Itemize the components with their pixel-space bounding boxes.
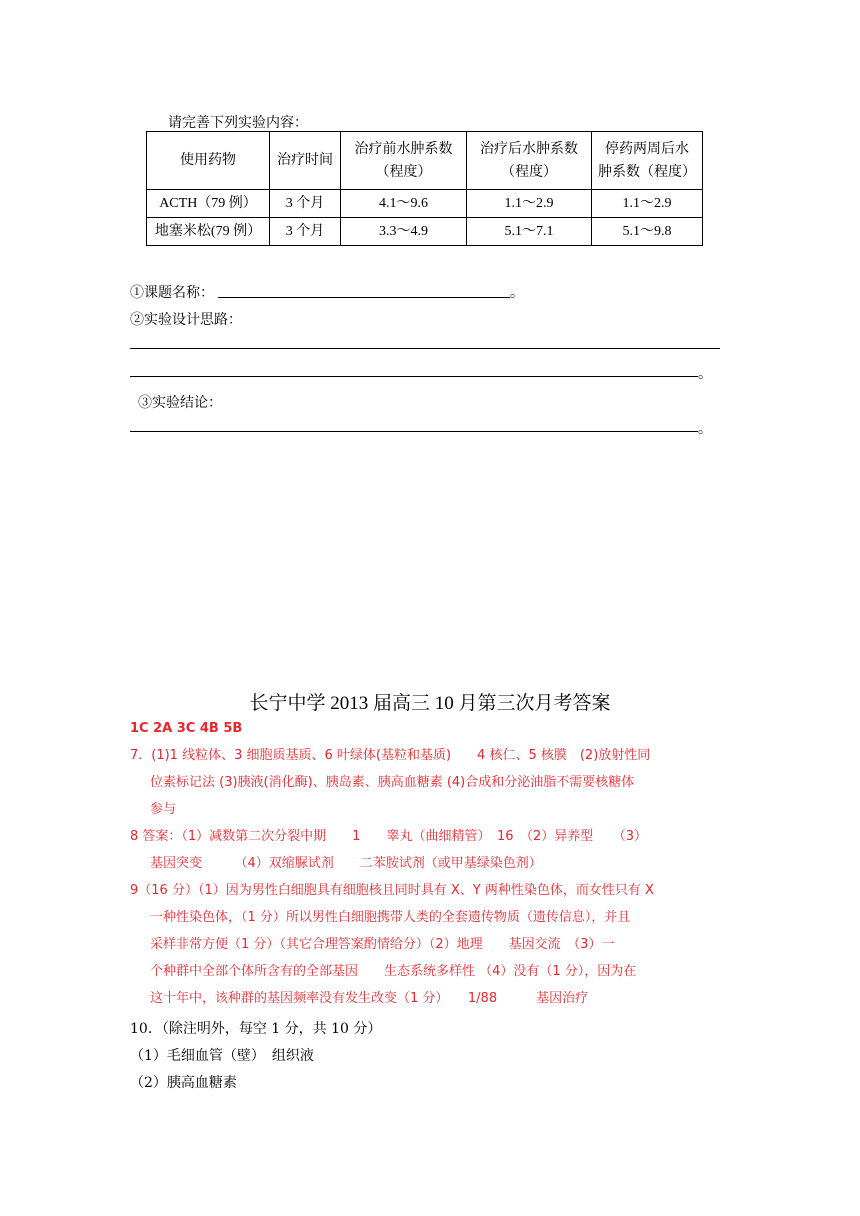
answer-10-head: 10．（除注明外，每空 1 分，共 10 分）: [130, 1021, 382, 1037]
intro-text: 请完善下列实验内容：: [168, 115, 308, 131]
q2-blank-line-2[interactable]: [130, 376, 698, 377]
answer-line: 基因突变 （4）双缩脲试剂 二苯胺试剂（或甲基绿染色剂）: [150, 856, 542, 871]
q2-label: ②实验设计思路：: [130, 312, 242, 328]
answer-line: 一种性染色体，（1 分）所以男性白细胞携带人类的全套遗传物质（遗传信息），并且: [150, 910, 631, 925]
q2-end: 。: [698, 366, 712, 382]
answer-7: [130, 742, 742, 823]
answer-line: 9（16 分）（1）因为男性白细胞具有细胞核且同时具有 X、Y 两种性染色体，而女性只有 X: [130, 883, 654, 898]
answer-line: 个种群中全部个体所含有的全部基因 生态系统多样性 （4）没有（1 分），因为在: [150, 964, 637, 979]
table-cell: 3.3～4.9: [341, 218, 467, 246]
answer-line: 参与: [150, 802, 177, 817]
q1-end: 。: [510, 285, 524, 301]
answer-line: 位素标记法 (3)胰液(消化酶)、胰岛素、胰高血糖素 (4)合成和分泌油脂不需要核糖体: [150, 775, 635, 790]
answer-8: [130, 823, 742, 877]
table-header-row: [147, 132, 703, 190]
table-cell: 5.1～7.1: [467, 218, 592, 246]
answer-10-part2: （2）胰高血糖素: [130, 1075, 237, 1091]
table-cell: 3 个月: [270, 218, 341, 246]
q3-end: 。: [698, 421, 712, 437]
table-row: [147, 218, 703, 246]
table-cell: 1.1～2.9: [467, 190, 592, 218]
table-cell: 5.1～9.8: [592, 218, 703, 246]
answer-9: [130, 877, 742, 1012]
q1-label: ①课题名称：: [130, 285, 214, 301]
table-cell: 1.1～2.9: [592, 190, 703, 218]
table-row: [147, 190, 703, 218]
answer-line: 采样非常方便（1 分）（其它合理答案酌情给分）（2）地理 基因交流 （3）一: [150, 937, 615, 952]
q3-label: ③实验结论：: [138, 395, 222, 411]
answer-line: 7．(1)1 线粒体、3 细胞质基质、6 叶绿体(基粒和基质) 4 核仁、5 核膜 (2)放射性同: [130, 748, 651, 763]
experiment-table: [146, 131, 703, 246]
header-cell: 治疗后水肿系数 （程度）: [467, 132, 592, 190]
answer-line: 这十年中，该种群的基因频率没有发生改变（1 分） 1/88 基因治疗: [150, 991, 589, 1006]
header-cell: 使用药物: [147, 132, 270, 190]
header-cell: 治疗时间: [270, 132, 341, 190]
answer-line: 8 答案：（1）减数第二次分裂中期 1 睾丸（曲细精管） 16 （2）异养型 （3）: [130, 829, 648, 844]
table-cell: 3 个月: [270, 190, 341, 218]
mc-answers: 1C 2A 3C 4B 5B: [130, 721, 243, 736]
q3-blank-line[interactable]: [130, 431, 698, 432]
table-cell: 地塞米松(79 例）: [147, 218, 270, 246]
header-cell: 治疗前水肿系数 （程度）: [341, 132, 467, 190]
header-cell: 停药两周后水 肿系数（程度）: [592, 132, 703, 190]
q2-blank-line-1[interactable]: [130, 348, 720, 349]
answer-10-part1: （1）毛细血管（壁） 组织液: [130, 1048, 314, 1064]
table-cell: ACTH（79 例）: [147, 190, 270, 218]
answer-title: 长宁中学 2013 届高三 10 月第三次月考答案: [249, 693, 611, 714]
q1-blank-line[interactable]: [218, 297, 510, 298]
table-cell: 4.1～9.6: [341, 190, 467, 218]
